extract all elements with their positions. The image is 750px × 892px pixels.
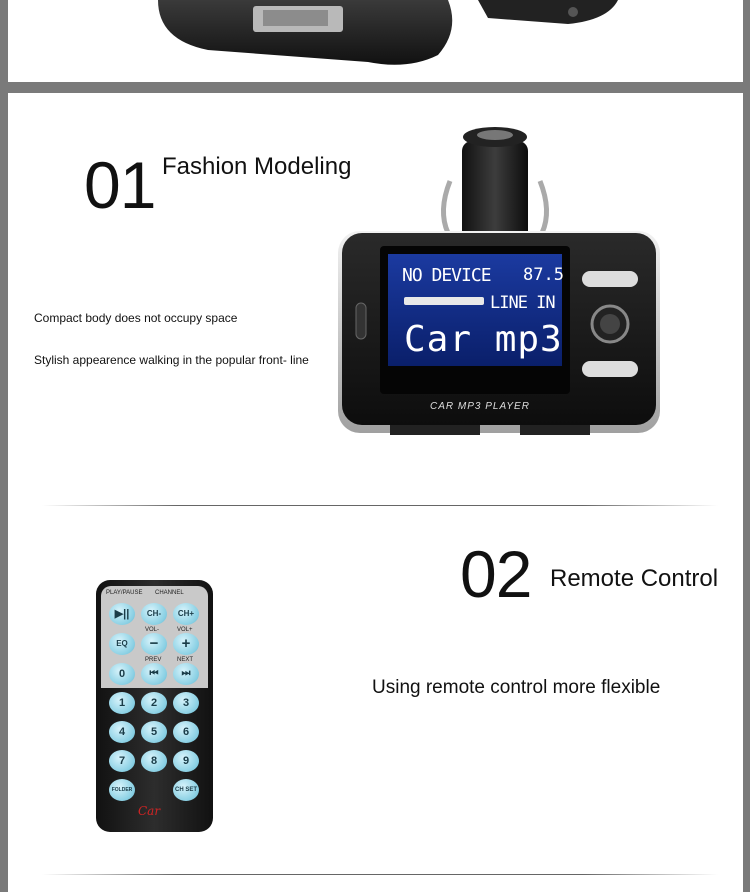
remote-next-button: ⏭ bbox=[173, 663, 199, 685]
lcd-input-text: LINE IN bbox=[490, 293, 555, 313]
section2-title: Remote Control bbox=[550, 565, 719, 592]
lcd-main-text: Car mp3 bbox=[404, 319, 563, 360]
remote-label-vol-plus: VOL+ bbox=[177, 627, 193, 633]
section1-number: 01 bbox=[84, 148, 156, 222]
remote-label-play-pause: PLAY/PAUSE bbox=[106, 590, 143, 596]
remote-2-button: 2 bbox=[141, 692, 167, 714]
remote-prev-button: ⏮ bbox=[141, 663, 167, 685]
remote-6-button: 6 bbox=[173, 721, 199, 743]
remote-label-channel: CHANNEL bbox=[155, 590, 184, 596]
lcd-status-text: NO DEVICE bbox=[402, 265, 491, 286]
remote-ch-plus-button: CH+ bbox=[173, 603, 199, 625]
section-divider bbox=[42, 505, 718, 506]
remote-0-button: 0 bbox=[109, 663, 135, 685]
main-panel bbox=[8, 93, 743, 892]
remote-ch-set-button: CH SET bbox=[173, 779, 199, 801]
remote-4-button: 4 bbox=[109, 721, 135, 743]
remote-ch-minus-button: CH- bbox=[141, 603, 167, 625]
fm-transmitter-image bbox=[330, 121, 660, 451]
remote-control-image bbox=[96, 580, 213, 832]
remote-7-button: 7 bbox=[109, 750, 135, 772]
remote-1-button: 1 bbox=[109, 692, 135, 714]
remote-label-prev: PREV bbox=[145, 657, 162, 663]
lcd-frequency-text: 87.5 bbox=[523, 265, 564, 285]
remote-play-pause-button: ▶|| bbox=[109, 603, 135, 625]
remote-8-button: 8 bbox=[141, 750, 167, 772]
remote-label-next: NEXT bbox=[177, 657, 194, 663]
remote-3-button: 3 bbox=[173, 692, 199, 714]
remote-folder-button: FOLDER bbox=[109, 779, 135, 801]
remote-vol-plus-button: + bbox=[173, 633, 199, 655]
remote-9-button: 9 bbox=[173, 750, 199, 772]
section2-number: 02 bbox=[460, 537, 532, 611]
section1-title: Fashion Modeling bbox=[162, 153, 352, 180]
top-product-panel bbox=[8, 0, 743, 82]
feature-compact: Compact body does not occupy space bbox=[34, 311, 238, 325]
line-in-cable-icon bbox=[404, 297, 484, 305]
bezel-label: CAR MP3 PLAYER bbox=[430, 401, 530, 412]
feature-stylish: Stylish appearence walking in the popular front- line bbox=[34, 353, 309, 367]
section-divider-bottom bbox=[42, 874, 718, 875]
remote-eq-button: EQ bbox=[109, 633, 135, 655]
remote-label-vol-minus: VOL- bbox=[145, 627, 160, 633]
remote-vol-minus-button: − bbox=[141, 633, 167, 655]
remote-5-button: 5 bbox=[141, 721, 167, 743]
remote-logo: Car bbox=[138, 804, 161, 818]
section2-description: Using remote control more flexible bbox=[372, 677, 661, 698]
transmitter-top-photo bbox=[8, 0, 743, 82]
